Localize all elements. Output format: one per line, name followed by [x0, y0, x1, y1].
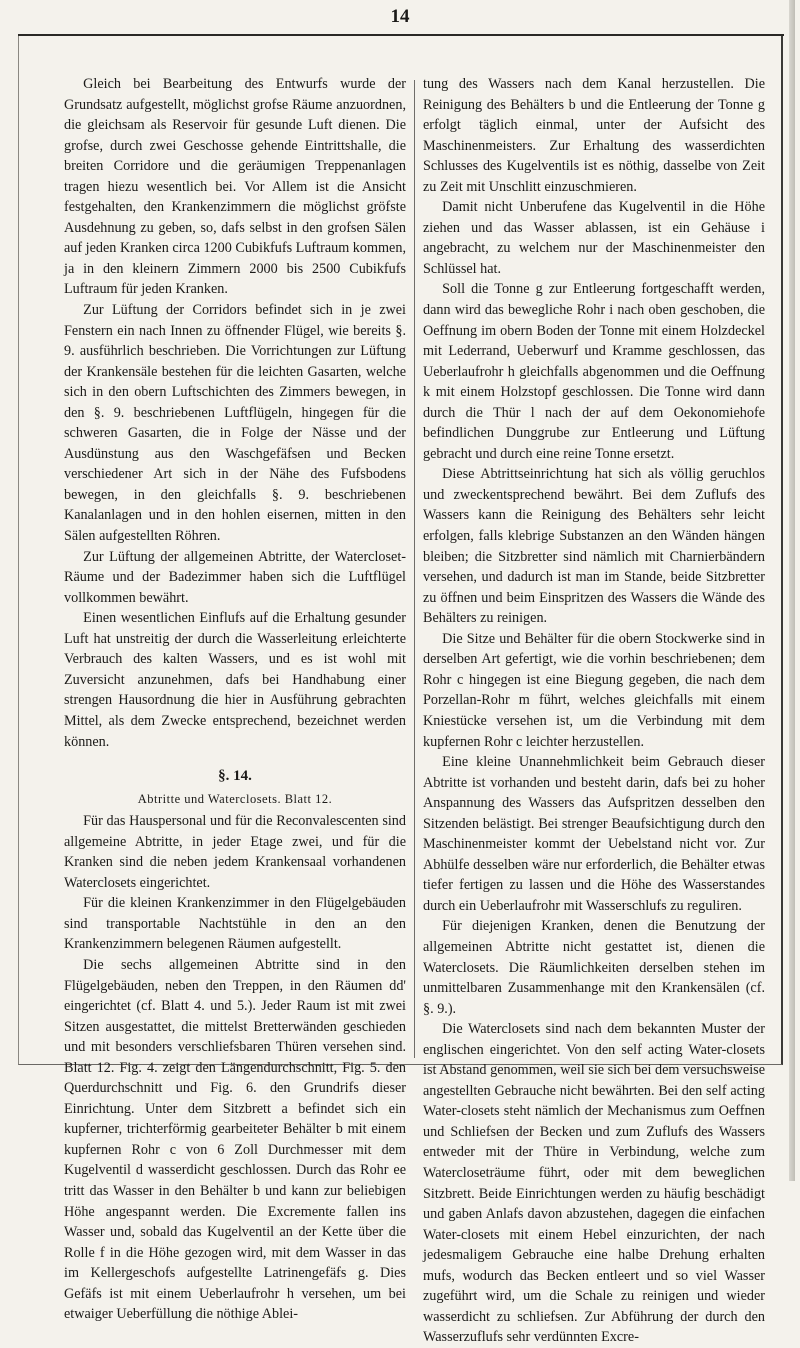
paragraph: Zur Lüftung der Corridors befindet sich in je zwei Fenstern ein nach Innen zu öffnender Flügel, wie bereits §. 9. ausführlich beschrieben. Die Vorrichtungen zur Lüftung der Krankensäle bestehen für die leichten Gasarten, welche sich in den obern Luftschichten des Zimmers bewegen, in den §. 9. beschriebenen Luftflügeln, hingegen für die schweren Gasarten, die in Folge der Nässe und der Ausdünstung aus den Waschgefäfsen und Becken verschiedener Art sich in der Nähe des Fufsbodens bewegen, in den gleichfalls §. 9. beschriebenen Kanalanlagen und in den hohlen eisernen, mitten in den Sälen aufgestellten Röhren.	[64, 302, 406, 545]
paragraph: Soll die Tonne g zur Entleerung fortgeschafft werden, dann wird das bewegliche Rohr i nach oben geschoben, die Oeffnung im obern Boden der Tonne mit einem Holzdeckel mit Lederrand, Ueberwurf und Kramme geschlossen, das Ueberlaufrohr h gleichfalls abgenommen und die Oeffnung k mit einem Holzstopf geschlossen. Die Tonne wird dann durch die Thür l nach der auf dem Oekonomiehofe befindlichen Dunggrube zur Entleerung und Lüftung gebracht und durch eine reine Tonne ersetzt.	[423, 281, 765, 462]
paragraph: Einen wesentlichen Einflufs auf die Erhaltung gesunder Luft hat unstreitig der durch die Wasserleitung erleichterte Verbrauch des kalten Wassers, und es ist wohl mit Zuversicht anzunehmen, dafs bei Handhabung einer strengen Hausordnung die hier in Ausführung gebrachten Mittel, als dem Zwecke entsprechend, bezeichnet werden können.	[64, 610, 406, 750]
page-number: 14	[390, 6, 410, 27]
paragraph: Die Sitze und Behälter für die obern Stockwerke sind in derselben Art gefertigt, wie die vorhin beschriebenen; dem Rohr c hingegen ist eine Biegung gegeben, die nach dem Porzellan-Rohr m führt, welches gleichfalls mit einem Kniestücke versehen ist, um die Verbindung mit dem kupfernen Rohr c leichter herzustellen.	[423, 630, 765, 750]
paragraph: Für das Hauspersonal und für die Reconvalescenten sind allgemeine Abtritte, in jeder Etage zwei, und für die Kranken sind die neben jedem Krankensaal vorhandenen Waterclosets eingerichtet.	[64, 813, 406, 891]
paragraph: Für diejenigen Kranken, denen die Benutzung der allgemeinen Abtritte nicht gestattet ist, dienen die Waterclosets. Die Räumlichkeiten derselben stehen im unmittelbaren Zusammenhange mit den Krankensälen (cf. §. 9.).	[423, 918, 765, 1017]
paragraph: Diese Abtrittseinrichtung hat sich als völlig geruchlos und zweckentsprechend bewährt. Bei dem Zuflufs des Wassers kann die Reinigung des Behälters sehr leicht erfolgen, falls klebrige Substanzen an den Wänden hängen bleiben; die Sitzbretter sind nämlich mit Charnierbändern versehen, und dadurch ist man im Stande, beide Sitzbretter zu öffnen und beim Einspritzen des Wassers die Wände des Behälters zu reinigen.	[423, 466, 765, 627]
section-heading: §. 14.	[218, 768, 252, 785]
paragraph: Damit nicht Unberufene das Kugelventil in die Höhe ziehen und das Wasser ablassen, ist ein Gehäuse i angebracht, zu welchem nur der Maschinenmeister den Schlüssel hat.	[423, 199, 765, 277]
right-column	[423, 74, 765, 1348]
column-divider	[414, 80, 415, 1058]
paragraph: Die sechs allgemeinen Abtritte sind in den Flügelgebäuden, neben den Treppen, in den Räumen dd' eingerichtet (cf. Blatt 4. und 5.). Jeder Raum ist mit zwei Sitzen ausgestattet, die mittelst Bretterwänden geschieden und mit besonders verschliefsbaren Thüren versehen sind. Blatt 12. Fig. 4. zeigt den Längendurchschnitt, Fig. 5. den Querdurchschnitt und Fig. 6. den Grundrifs dieser Einrichtung. Unter dem Sitzbrett a befindet sich ein kupferner, trichterförmig gearbeiteter Behälter b mit einem kupfernen Rohr c von 6 Zoll Durchmesser mit dem Kugelventil d wasserdicht geschlossen. Durch das Rohr ee tritt das Wasser in den Behälter b und kann zur beliebigen Höhe angespannt werden. Die Excremente fallen ins Wasser und, sobald das Kugelventil an der Kette über die Rolle f in die Höhe gezogen wird, mit dem Wasser in das im Kellergeschofs aufgestellte Latrinengefäfs g. Dies Gefäfs ist mit einem Ueberlaufrohr h versehen, um bei etwaiger Ueberfüllung die nöthige Ablei-	[64, 956, 406, 1323]
section-subheading: Abtritte und Waterclosets. Blatt 12.	[137, 791, 333, 806]
paragraph: Eine kleine Unannehmlichkeit beim Gebrauch dieser Abtritte ist vorhanden und besteht darin, dafs bei zu hoher Anspannung des Wassers das Aufspritzen desselben den Sitzenden belästigt. Bei strenger Beaufsichtigung durch den Maschinenmeister kommt der Uebelstand nicht vor. Zur Abhülfe desselben wäre nur erforderlich, die Behälter etwas tiefer fertigen zu lassen und die Höhe des Wasserstandes durch ein Ueberlaufrohr mit Wasserschlufs zu reguliren.	[423, 754, 765, 914]
paragraph: Die Waterclosets sind nach dem bekannten Muster der englischen eingerichtet. Von den self acting Water-closets ist Abstand genommen, weil sie sich bei dem versuchsweise angestellten Gebrauche nicht bewährten. Bei den self acting Water-closets steht nämlich der Mechanismus zum Oeffnen und Schliefsen der Becken und zum Zuflufs des Wassers entweder mit der Thüre in Verbindung, welche zum Watercloseträume führt, oder mit dem beweglichen Sitzbrett. Beide Einrichtungen werden zu häufig beschädigt und gaben Anlafs davon abzustehen, dagegen die einfachen Water-closets mit einem Hebel einzurichten, der nach jedesmaligem Gebrauche eine halbe Drehung erhalten mufs, wodurch das Becken entleert und so viel Wasser zugeführt wird, um die Schale zu reinigen und wieder wasserdicht zu schliefsen. Zur Abführung der durch den Wasserzuflufs sehr verdünnten Excre-	[423, 1021, 765, 1346]
left-column	[64, 74, 406, 1325]
paragraph: Für die kleinen Krankenzimmer in den Flügelgebäuden sind transportable Nachtstühle in den an den Krankenzimmern belegenen Räumen aufgestellt.	[64, 895, 406, 953]
paragraph: Zur Lüftung der allgemeinen Abtritte, der Watercloset-Räume und der Badezimmer haben sich die Luftflügel vollkommen bewährt.	[64, 548, 406, 606]
paragraph: Gleich bei Bearbeitung des Entwurfs wurde der Grundsatz aufgestellt, möglichst grofse Räume anzuordnen, die gleichsam als Reservoir für gesunde Luft dienen. Die grofse, durch zwei Geschosse gehende Eintrittshalle, die breiten Corridore und die geräumigen Treppenanlagen tragen hiezu wesentlich bei. Vor Allem ist die Ansicht festgehalten, den Krankenzimmern die möglichst gröfste Ausdehnung zu geben, so, dafs selbst in den grofsen Sälen auf jeden Kranken circa 1200 Cubikfufs Luftraum kommen, ja in den kleinern Zimmern 2000 bis 2500 Cubikfufs Luftraum für jeden Kranken.	[64, 76, 406, 298]
paragraph: tung des Wassers nach dem Kanal herzustellen. Die Reinigung des Behälters b und die Entleerung der Tonne g erfolgt täglich einmal, unter der Aufsicht des Maschinenmeisters. Zur Erhaltung des wasserdichten Schlusses des Kugelventils ist es nöthig, dasselbe von Zeit zu Zeit mit Unschlitt einzuschmieren.	[423, 76, 765, 195]
page-edge	[789, 0, 795, 1181]
